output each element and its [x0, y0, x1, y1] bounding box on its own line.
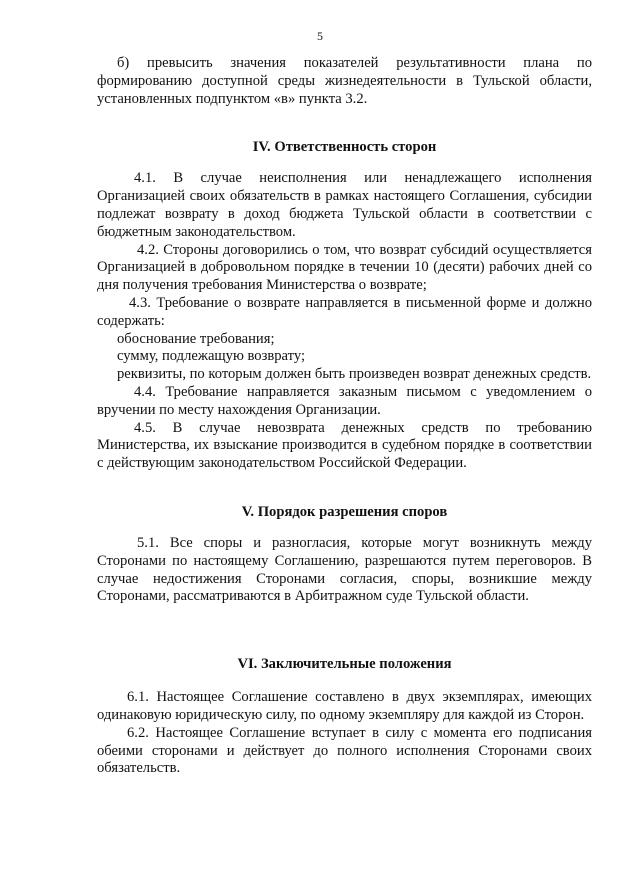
- section-6-title: VI. Заключительные положения: [237, 656, 452, 673]
- section-4-title: IV. Ответственность сторон: [252, 139, 437, 156]
- section-5-title: V. Порядок разрешения споров: [241, 503, 448, 520]
- list-item-requisites: реквизиты, по которым должен быть произведен возврат денежных средств.: [117, 366, 592, 383]
- paragraph-4-5: 4.5. В случае невозврата денежных средств по требованию Министерства, их взыскание производится в судебном порядке в соответствии с действующим законодательством Российской Федерации.: [97, 419, 592, 472]
- paragraph-5-1: 5.1. Все споры и разногласия, которые могут возникнуть между Сторонами по настоящему Соглашению, разрешаются путем переговоров. В случае недостижения Сторонами согласия, споры, возникшие между Сторонами, рассматриваются в Арбитражном суде Тульской области.: [97, 534, 592, 605]
- document-body: [97, 55, 592, 778]
- paragraph-4-4: 4.4. Требование направляется заказным письмом с уведомлением о вручении по месту нахождения Организации.: [97, 383, 592, 418]
- intro-paragraph: б) превысить значения показателей результативности плана по формированию доступной среды жизнедеятельности в Тульской области, установленных подпунктом «в» пункта 3.2.: [97, 55, 592, 107]
- list-item-justification: обоснование требования;: [117, 330, 275, 347]
- paragraph-6-1: 6.1. Настоящее Соглашение составлено в двух экземплярах, имеющих одинаковую юридическую силу, по одному экземпляру для каждой из Сторон.: [97, 689, 592, 723]
- list-item-amount: сумму, подлежащую возврату;: [117, 348, 305, 365]
- paragraph-4-1: 4.1. В случае неисполнения или ненадлежащего исполнения Организацией своих обязательств в рамках настоящего Соглашения, субсидии подлежат возврату в доход бюджета Тульской области в соответствии с бюджетным законодательством.: [97, 170, 592, 240]
- page-number: 5: [317, 29, 323, 43]
- paragraph-6-2: 6.2. Настоящее Соглашение вступает в силу с момента его подписания обеими сторонами и действует до полного исполнения Сторонами своих обязательств.: [97, 724, 592, 777]
- paragraph-4-2: 4.2. Стороны договорились о том, что возврат субсидий осуществляется Организацией в добровольном порядке в течении 10 (десяти) рабочих дней со дня получения требования Министерства о возврате;: [97, 241, 592, 294]
- paragraph-4-3: 4.3. Требование о возврате направляется в письменной форме и должно содержать:: [97, 294, 592, 329]
